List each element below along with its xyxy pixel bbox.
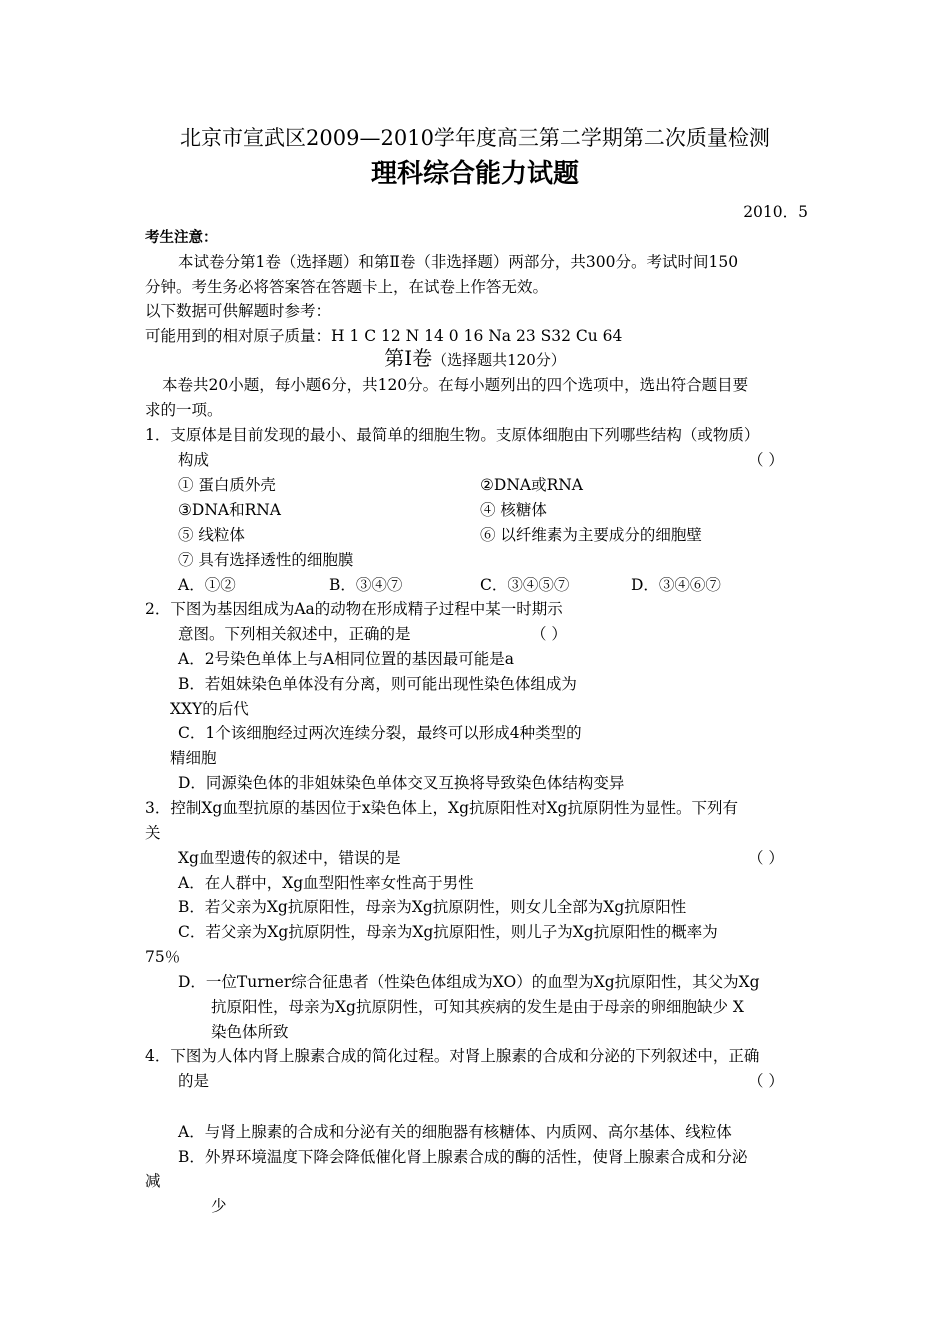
section-intro1: 本卷共20小题，每小题6分，共120分。在每小题列出的四个选项中，选出符合题目要 — [162, 376, 749, 394]
q3-option-d2: 抗原阳性，母亲为Xg抗原阴性，可知其疾病的发生是由于母亲的卵细胞缺少 X — [211, 998, 744, 1016]
q1-option-b: B．③④⑦ — [329, 576, 403, 594]
q1-item-7: ⑦ 具有选择透性的细胞膜 — [178, 551, 354, 569]
q2-option-a: A．2号染色单体上与A相同位置的基因最可能是a — [178, 650, 514, 668]
section-title-main: 第Ⅰ卷 — [384, 346, 433, 370]
q4-option-b3: 少 — [211, 1197, 227, 1215]
q2-option-c1: C．1个该细胞经过两次连续分裂，最终可以形成4种类型的 — [178, 724, 582, 742]
exam-title-line2: 理科综合能力试题 — [370, 159, 579, 189]
q3-option-a: A．在人群中，Xg血型阳性率女性高于男性 — [178, 874, 474, 892]
q3-stem1: 3．控制Xg血型抗原的基因位于x染色体上，Xg抗原阳性对Xg抗原阴性为显性。下列有 — [145, 799, 738, 817]
q4-answer-paren: （ ） — [748, 1072, 784, 1090]
q1-stem2: 构成 — [178, 451, 210, 469]
q2-answer-paren: （ ） — [531, 625, 567, 643]
q1-item-6: ⑥ 以纤维素为主要成分的细胞壁 — [480, 526, 702, 544]
q1-item-4: ④ 核糖体 — [480, 501, 547, 519]
q3-answer-paren: （ ） — [748, 849, 784, 867]
q2-stem1: 2．下图为基因组成为Aa的动物在形成精子过程中某一时期示 — [145, 600, 563, 618]
q3-option-d3: 染色体所致 — [211, 1023, 289, 1041]
q2-option-b1: B．若姐妹染色单体没有分离，则可能出现性染色体组成为 — [178, 675, 577, 693]
notice-line4: 可能用到的相对原子质量：H 1 C 12 N 14 0 16 Na 23 S32 Cu 64 — [145, 327, 623, 345]
q4-option-a: A．与肾上腺素的合成和分泌有关的细胞器有核糖体、内质网、高尔基体、线粒体 — [178, 1123, 732, 1141]
q1-option-d: D．③④⑥⑦ — [631, 576, 721, 594]
notice-line2: 分钟。考生务必将答案答在答题卡上，在试卷上作答无效。 — [145, 278, 549, 296]
q2-stem2: 意图。下列相关叙述中，正确的是 — [178, 625, 411, 643]
q3-option-d1: D．一位Turner综合征患者（性染色体组成为XO）的血型为Xg抗原阳性，其父为Xg — [178, 973, 760, 991]
exam-date: 2010．5 — [743, 203, 808, 221]
q3-option-b: B．若父亲为Xg抗原阳性，母亲为Xg抗原阴性，则女儿全部为Xg抗原阳性 — [178, 898, 687, 916]
q1-option-a: A．①② — [178, 576, 236, 594]
q4-option-b2: 减 — [145, 1172, 161, 1190]
q1-item-5: ⑤ 线粒体 — [178, 526, 245, 544]
q3-stem2: 关 — [145, 824, 161, 842]
q1-item-2: ②DNA或RNA — [480, 476, 584, 494]
q1-stem1: 1．支原体是目前发现的最小、最简单的细胞生物。支原体细胞由下列哪些结构（或物质） — [145, 426, 760, 444]
notice-line1: 本试卷分第1卷（选择题）和第Ⅱ卷（非选择题）两部分，共300分。考试时间150 — [178, 253, 739, 271]
q4-stem2: 的是 — [178, 1072, 210, 1090]
exam-title-line1: 北京市宣武区2009—2010学年度高三第二学期第二次质量检测 — [180, 126, 770, 150]
section-title — [0, 347, 950, 371]
q1-item-3: ③DNA和RNA — [178, 501, 282, 519]
q3-option-c2: 75％ — [145, 948, 181, 966]
q2-option-d: D．同源染色体的非姐妹染色单体交叉互换将导致染色体结构变异 — [178, 774, 625, 792]
q1-item-1: ① 蛋白质外壳 — [178, 476, 276, 494]
q2-option-b2: XXY的后代 — [170, 700, 249, 718]
section-title-sub: （选择题共120分） — [432, 351, 566, 369]
q3-option-c1: C．若父亲为Xg抗原阴性，母亲为Xg抗原阳性，则儿子为Xg抗原阳性的概率为 — [178, 923, 718, 941]
q4-option-b1: B．外界环境温度下降会降低催化肾上腺素合成的酶的活性，使肾上腺素合成和分泌 — [178, 1148, 748, 1166]
q2-option-c2: 精细胞 — [170, 749, 217, 767]
q1-option-c: C．③④⑤⑦ — [480, 576, 570, 594]
notice-heading: 考生注意： — [145, 230, 218, 246]
q1-answer-paren: （ ） — [748, 451, 784, 469]
q4-stem1: 4．下图为人体内肾上腺素合成的简化过程。对肾上腺素的合成和分泌的下列叙述中，正确 — [145, 1047, 760, 1065]
q3-stem3: Xg血型遗传的叙述中，错误的是 — [178, 849, 401, 867]
notice-line3: 以下数据可供解题时参考： — [145, 302, 332, 320]
section-intro2: 求的一项。 — [145, 401, 223, 419]
